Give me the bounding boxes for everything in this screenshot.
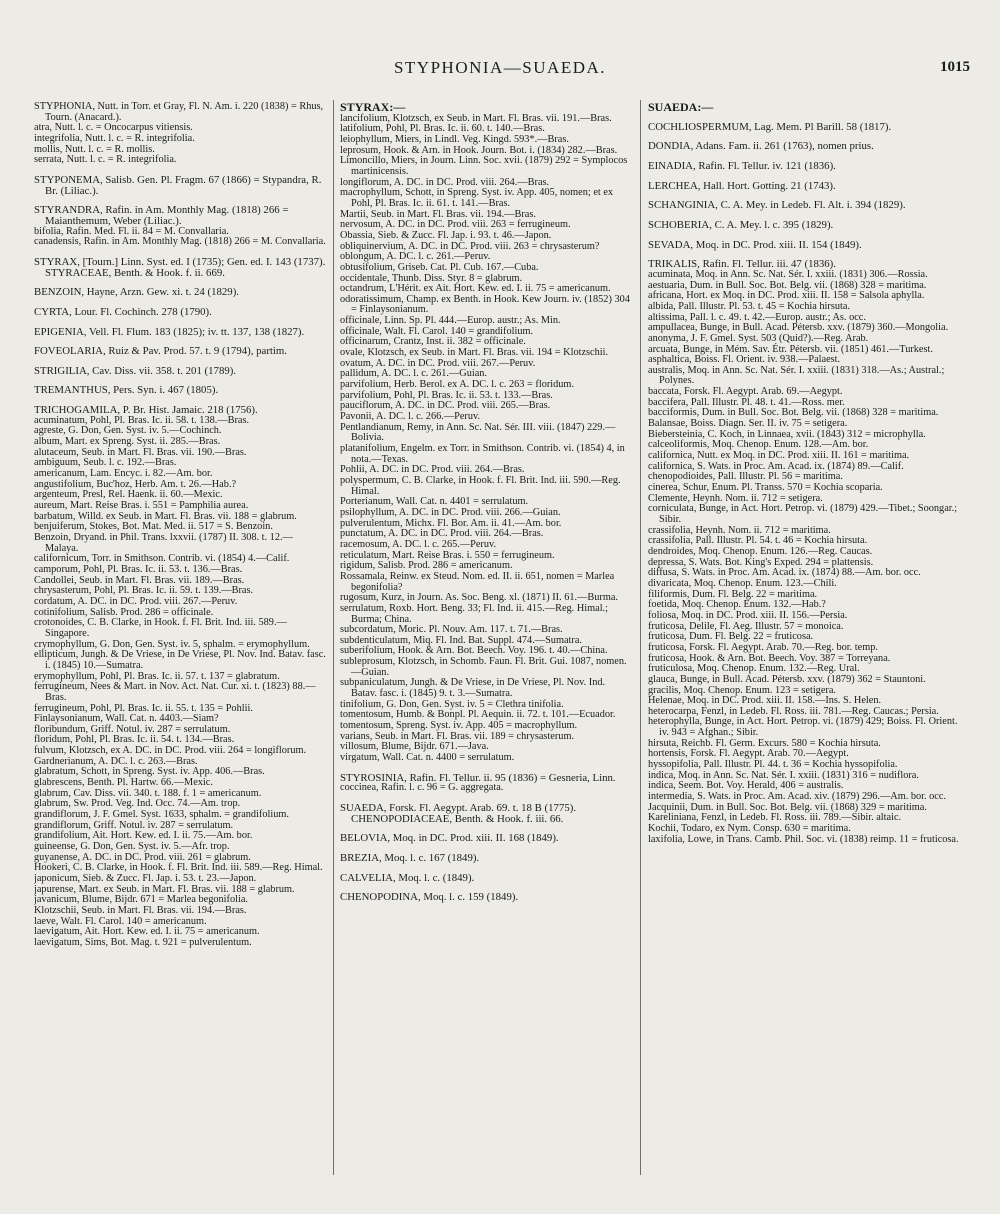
species-entry: hyssopifolia, Pall. Illustr. Pl. 44. t. 36 = Kochia hyssopifolia. [648,759,898,771]
species-entry: depressa, S. Wats. Bot. King's Exped. 294 = plattensis. [648,556,874,568]
species-entry: Kochii, Todaro, ex Nym. Consp. 630 = maritima. [648,823,851,835]
species-entry: serrata, Nutt. l. c. = R. integrifolia. [34,154,177,166]
species-entry: chrysasterum, Pohl, Pl. Bras. Ic. ii. 59. t. 139.—Bras. [34,585,254,597]
genus-entry: STYRAX, [Tourn.] Linn. Syst. ed. I (1735); Gen. ed. I. 143 (1737). STYRACEAE, Benth. & Hook. f. ii. 669. [34,255,326,279]
species-entry: crassifolia, Pall. Illustr. Pl. 54. t. 46 = Kochia hirsuta. [648,535,868,547]
genus-entry: CYRTA, Lour. Fl. Cochinch. 278 (1790). [34,305,212,318]
species-entry: foetida, Moq. Chenop. Enum. 132.—Hab.? [648,599,826,611]
species-entry: bacciformis, Dum. in Bull. Soc. Bot. Belg. vii. (1868) 328 = maritima. [648,407,939,419]
species-entry: polyspermum, C. B. Clarke, in Hook. f. Fl. Brit. Ind. iii. 590.—Reg. Himal. [340,474,621,497]
species-entry: heterophylla, Bunge, in Act. Hort. Petrop. vi. (1879) 429; Boiss. Fl. Orient. iv. 943 = Afghan.; Sibir. [648,716,958,739]
species-entry: Martii, Seub. in Mart. Fl. Bras. vii. 194.—Bras. [340,208,536,220]
genus-entry: CHENOPODINA, Moq. l. c. 159 (1849). [340,891,519,904]
genus-entry: BREZIA, Moq. l. c. 167 (1849). [340,851,480,864]
species-entry: indica, Seem. Bot. Voy. Herald, 406 = australis. [648,780,844,792]
species-entry: subdenticulatum, Miq. Fl. Ind. Bat. Suppl. 474.—Sumatra. [340,634,582,646]
species-entry: crotonoides, C. B. Clarke, in Hook. f. Fl. Brit. Ind. iii. 589.—Singapore. [34,617,287,639]
species-entry: Finlaysonianum, Wall. Cat. n. 4403.—Siam? [34,713,219,725]
species-entry: hirsuta, Reichb. Fl. Germ. Excurs. 580 = Kochia hirsuta. [648,737,881,749]
species-entry: virgatum, Wall. Cat. n. 4400 = serrulatum. [340,752,515,764]
species-entry: Helenae, Moq. in DC. Prod. xiii. II. 158.—Ins. S. Helen. [648,695,882,707]
genus-entry: SCHOBERIA, C. A. Mey. l. c. 395 (1829). [648,218,834,231]
species-entry: diffusa, S. Wats. in Proc. Am. Acad. ix. (1874) 88.—Am. bor. occ. [648,567,921,579]
species-entry: foliosa, Moq. in DC. Prod. xiii. II. 156.—Persia. [648,609,848,621]
species-entry: angustifolium, Buc'hoz, Herb. Am. t. 26.—Hab.? [34,478,237,490]
species-entry: baccata, Forsk. Fl. Aegypt. Arab. 69.—Aegypt. [648,386,843,398]
genus-entry: LERCHEA, Hall. Hort. Gotting. 21 (1743). [648,179,836,192]
species-entry: Pavonii, A. DC. l. c. 266.—Peruv. [340,411,481,423]
species-entry: ferrugineum, Pohl, Pl. Bras. Ic. ii. 55. t. 135 = Pohlii. [34,702,253,714]
column-divider [333,100,334,1175]
species-entry: intermedia, S. Wats. in Proc. Am. Acad. xiv. (1879) 296.—Am. bor. occ. [648,791,947,803]
species-entry: rigidum, Salisb. Prod. 286 = americanum. [340,560,513,572]
species-entry: grandifolium, Ait. Hort. Kew. ed. I. ii. 75.—Am. bor. [34,830,253,842]
species-entry: dendroides, Moq. Chenop. Enum. 126.—Reg. Caucas. [648,545,873,557]
species-entry: cordatum, A. DC. in DC. Prod. viii. 267.—Peruv. [34,595,238,607]
species-entry: guyanense, A. DC. in DC. Prod. viii. 261 = glabrum. [34,851,251,863]
species-entry: officinale, Linn. Sp. Pl. 444.—Europ. austr.; As. Min. [340,315,561,327]
species-entry: tinifolium, G. Don, Gen. Syst. iv. 5 = Clethra tinifolia. [340,698,564,710]
species-entry: occidentale, Thunb. Diss. Styr. 8 = glabrum. [340,272,523,284]
species-entry: obliquinervium, A. DC. in DC. Prod. viii. 263 = chrysasterum? [340,240,600,252]
species-entry: latifolium, Pohl, Pl. Bras. Ic. ii. 60. t. 140.—Bras. [340,123,545,135]
genus-entry: CALVELIA, Moq. l. c. (1849). [340,871,475,884]
species-entry: acuminatum, Pohl, Pl. Bras. Ic. ii. 58. t. 138.—Bras. [34,414,250,426]
species-entry: obtusifolium, Griseb. Cat. Pl. Cub. 167.—Cuba. [340,261,539,273]
species-entry: ellipticum, Jungh. & De Vriese, in De Vriese, Pl. Nov. Ind. Batav. fasc. i. (1845) 10.—Sumatra. [34,649,326,671]
species-entry: fruticosa, Dum. Fl. Belg. 22 = fruticosa. [648,631,814,643]
species-entry: canadensis, Rafin. in Am. Monthly Mag. (1818) 266 = M. Convallaria. [34,236,326,248]
species-entry: benjuiferum, Stokes, Bot. Mat. Med. ii. 517 = S. Benzoin. [34,521,273,533]
species-entry: erymophyllum, Pohl, Pl. Bras. Ic. ii. 57. t. 137 = glabratum. [34,670,280,682]
page-header [30,58,970,88]
species-entry: fruticosa, Forsk. Fl. Aegypt. Arab. 70.—Reg. bor. temp. [648,641,878,653]
genus-entry: STYROSINIA, Rafin. Fl. Tellur. ii. 95 (1836) = Gesneria, Linn. [340,771,616,784]
species-entry: cinerea, Schur, Enum. Pl. Transs. 570 = Kochia scoparia. [648,482,883,494]
species-entry: Jacquinii, Dum. in Bull. Soc. Bot. Belg. vii. (1868) 329 = maritima. [648,801,927,813]
genus-entry: SCHANGINIA, C. A. Mey. in Ledeb. Fl. Alt. i. 394 (1829). [648,199,906,212]
species-entry: fruticosa, Hook. & Arn. Bot. Beech. Voy. 387 = Torreyana. [648,652,891,664]
species-entry: camporum, Pohl, Pl. Bras. Ic. ii. 53. t. 136.—Bras. [34,563,243,575]
species-entry: varians, Seub. in Mart. Fl. Bras. vii. 189 = chrysasterum. [340,730,575,742]
species-entry: barbatum, Willd. ex Seub. in Mart. Fl. Bras. vii. 188 = glabrum. [34,510,297,522]
species-entry: asphaltica, Boiss. Fl. Orient. iv. 938.—Palaest. [648,354,841,366]
species-entry: octandrum, L'Hérit. ex Ait. Hort. Kew. ed. I. ii. 75 = americanum. [340,283,611,295]
species-entry: Clemente, Heynh. Nom. ii. 712 = setigera. [648,492,823,504]
species-entry: javanicum, Blume, Bijdr. 671 = Marlea begonifolia. [34,894,248,906]
species-entry: indica, Moq. in Ann. Sc. Nat. Sér. I. xxiii. (1831) 316 = nudiflora. [648,769,919,781]
species-entry: parvifolium, Herb. Berol. ex A. DC. l. c. 263 = floridum. [340,379,575,391]
column-middle [340,102,630,1192]
species-entry: bifolia, Rafin. Med. Fl. ii. 84 = M. Convallaria. [34,225,229,237]
genus-entry: STYRANDRA, Rafin. in Am. Monthly Mag. (1818) 266 = Maianthemum, Weber (Liliac.). [34,204,289,227]
species-entry: africana, Hort. ex Moq. in DC. Prod. xiii. II. 158 = Salsola aphylla. [648,290,925,302]
species-entry: ambiguum, Seub. l. c. 192.—Bras. [34,457,177,469]
genus-entry: EINADIA, Rafin. Fl. Tellur. iv. 121 (1836). [648,159,836,172]
species-entry: aestuaria, Dum. in Bull. Soc. Bot. Belg. vii. (1868) 328 = maritima. [648,279,927,291]
species-entry: suberifolium, Hook. & Arn. Bot. Beech. Voy. 196. t. 40.—China. [340,645,608,657]
species-entry: Klotzschii, Seub. in Mart. Fl. Bras. vii. 194.—Bras. [34,904,247,916]
species-entry: punctatum, A. DC. in DC. Prod. viii. 264.—Bras. [340,528,544,540]
species-entry: laevigatum, Sims, Bot. Mag. t. 921 = pulverulentum. [34,936,252,948]
genus-entry: SEVADA, Moq. in DC. Prod. xiii. II. 154 (1849). [648,238,862,251]
continued-heading: STYRAX:— [340,102,406,114]
species-entry: guineense, G. Don, Gen. Syst. iv. 5.—Afr. trop. [34,841,230,853]
species-entry: Obassia, Sieb. & Zucc. Fl. Jap. i. 93. t. 46.—Japon. [340,229,552,241]
genus-entry: FOVEOLARIA, Ruiz & Pav. Prod. 57. t. 9 (1794), partim. [34,345,288,358]
species-entry: pauciflorum, A. DC. in DC. Prod. viii. 265.—Bras. [340,400,551,412]
species-entry: racemosum, A. DC. l. c. 265.—Peruv. [340,538,497,550]
genus-entry: EPIGENIA, Vell. Fl. Flum. 183 (1825); iv. tt. 137, 138 (1827). [34,325,305,338]
species-entry: platanifolium, Engelm. ex Torr. in Smithson. Contrib. vi. (1854) 4, in nota.—Texas. [340,443,625,465]
species-entry: fruticosa, Delile, Fl. Aeg. Illustr. 57 = monoica. [648,620,844,632]
species-entry: lancifolium, Klotzsch, ex Seub. in Mart. Fl. Bras. vii. 191.—Bras. [340,112,612,124]
species-entry: fulvum, Klotzsch, ex A. DC. in DC. Prod. viii. 264 = longiflorum. [34,745,307,757]
species-entry: glabrum, Sw. Prod. Veg. Ind. Occ. 74.—Am. trop. [34,798,241,810]
page-number: 1015 [940,59,970,75]
species-entry: macrophyllum, Schott, in Spreng. Syst. iv. App. 405, nomen; et ex Pohl, Pl. Bras. Ic. ii. 61. t. 141.—Bras. [340,187,614,209]
species-entry: Biebersteinia, C. Koch, in Linnaea, xvii. (1843) 312 = microphylla. [648,428,926,440]
species-entry: ovale, Klotzsch, ex Seub. in Mart. Fl. Bras. vii. 194 = Klotzschii. [340,347,609,359]
species-entry: japurense, Mart. ex Seub. in Mart. Fl. Bras. vii. 188 = glabrum. [34,883,295,895]
species-entry: californicum, Torr. in Smithson. Contrib. vi. (1854) 4.—Calif. [34,553,290,565]
genus-entry: TRIKALIS, Rafin. Fl. Tellur. iii. 47 (1836). [648,258,836,271]
species-entry: floridum, Pohl, Pl. Bras. Ic. ii. 54. t. 134.—Bras. [34,734,235,746]
species-entry: parvifolium, Pohl, Pl. Bras. Ic. ii. 53. t. 133.—Bras. [340,389,553,401]
species-entry: floribundum, Griff. Notul. iv. 287 = serrulatum. [34,723,231,735]
species-entry: mollis, Nutt. l. c. = R. mollis. [34,143,155,155]
species-entry: psilophyllum, A. DC. in DC. Prod. viii. 266.—Guian. [340,506,561,518]
species-entry: nervosum, A. DC. in DC. Prod. viii. 263 = ferrugineum. [340,219,571,231]
species-entry: Kareliniana, Fenzl, in Ledeb. Fl. Ross. iii. 789.—Sibir. altaic. [648,812,902,824]
species-entry: grandiflorum, J. F. Gmel. Syst. 1633, sphalm. = grandifolium. [34,809,289,821]
species-entry: arcuata, Bunge, in Mém. Sav. Étr. Pétersb. vii. (1851) 461.—Turkest. [648,343,933,355]
species-entry: rugosum, Kurz, in Journ. As. Soc. Beng. xl. (1871) II. 61.—Burma. [340,592,618,604]
species-entry: cotinifolium, Salisb. Prod. 286 = officinale. [34,606,214,618]
species-entry: crymophyllum, G. Don, Gen. Syst. iv. 5, sphalm. = erymophyllum. [34,638,310,650]
species-entry: baccifera, Pall. Illustr. Pl. 48. t. 41.—Ross. mer. [648,396,845,408]
species-entry: Gardnerianum, A. DC. l. c. 263.—Bras. [34,755,198,767]
species-entry: laevigatum, Ait. Hort. Kew. ed. I. ii. 75 = americanum. [34,926,260,938]
species-entry: pulverulentum, Michx. Fl. Bor. Am. ii. 41.—Am. bor. [340,517,562,529]
column-divider [640,100,641,1175]
species-entry: reticulatum, Mart. Reise Bras. i. 550 = ferrugineum. [340,549,555,561]
species-entry: crassifolia, Heynh. Nom. ii. 712 = maritima. [648,524,831,536]
species-entry: oblongum, A. DC. l. c. 261.—Peruv. [340,251,491,263]
genus-entry: TRICHOGAMILA, P. Br. Hist. Jamaic. 218 (1756). [34,404,258,417]
species-entry: leprosum, Hook. & Arn. in Hook. Journ. Bot. i. (1834) 282.—Bras. [340,144,618,156]
genus-entry: COCHLIOSPERMUM, Lag. Mem. Pl Barill. 58 (1817). [648,120,892,133]
species-entry: officinale, Walt. Fl. Carol. 140 = grandifolium. [340,325,534,337]
genus-entry: SUAEDA, Forsk. Fl. Aegypt. Arab. 69. t. 18 B (1775). CHENOPODIACEAE, Benth. & Hook. f. iii. 66. [340,802,577,825]
species-entry: glauca, Bunge, in Bull. Acad. Pétersb. xxv. (1879) 362 = Stauntoni. [648,673,926,685]
species-entry: heterocarpa, Fenzl, in Ledeb. Fl. Ross. iii. 781.—Reg. Caucas.; Persia. [648,705,939,717]
species-entry: leiophyllum, Miers, in Lindl. Veg. Kingd. 593*.—Bras. [340,133,569,145]
running-title: STYPHONIA—SUAEDA. [393,58,607,77]
species-entry: californica, Nutt. ex Moq. in DC. Prod. xiii. II. 161 = maritima. [648,450,910,462]
species-entry: laeve, Walt. Fl. Carol. 140 = americanum. [34,915,207,927]
species-entry: albida, Pall. Illustr. Pl. 53. t. 45 = Kochia hirsuta. [648,300,851,312]
genus-entry: BENZOIN, Hayne, Arzn. Gew. xi. t. 24 (1829). [34,286,239,299]
species-entry: filiformis, Dum. Fl. Belg. 22 = maritima. [648,588,818,600]
species-entry: ampullacea, Bunge, in Bull. Acad. Pétersb. xxv. (1879) 360.—Mongolia. [648,322,949,334]
species-entry: villosum, Blume, Bijdr. 671.—Java. [340,741,489,753]
species-entry: ovatum, A. DC. in DC. Prod. viii. 267.—Peruv. [340,357,536,369]
species-entry: altissima, Pall. l. c. 49. t. 42.—Europ. austr.; As. occ. [648,311,866,323]
species-entry: ferrugineum, Nees & Mart. in Nov. Act. Nat. Cur. xi. t. (1823) 88.—Bras. [34,681,316,703]
species-entry: glabrescens, Benth. Pl. Hartw. 66.—Mexic. [34,777,213,789]
species-entry: acuminata, Moq. in Ann. Sc. Nat. Sér. I. xxiii. (1831) 306.—Rossia. [648,268,928,280]
species-entry: integrifolia, Nutt. l. c. = R. integrifolia. [34,132,195,144]
species-entry: gracilis, Moq. Chenop. Enum. 123 = setigera. [648,684,836,696]
species-entry: Balansae, Boiss. Diagn. Ser. II. iv. 75 = setigera. [648,418,848,430]
genus-entry: DONDIA, Adans. Fam. ii. 261 (1763), nomen prius. [648,140,874,153]
species-entry: hortensis, Forsk. Fl. Aegypt. Arab. 70.—Aegypt. [648,748,849,760]
species-entry: Rossamala, Reinw. ex Steud. Nom. ed. II. ii. 651, nomen = Marlea begonifolia? [340,570,615,593]
continued-heading: SUAEDA:— [648,102,714,114]
species-entry: calceoliformis, Moq. Chenop. Enum. 128.—Am. bor. [648,439,869,451]
species-entry: aureum, Mart. Reise Bras. i. 551 = Pamphilia aurea. [34,500,249,512]
species-entry: Pentlandianum, Remy, in Ann. Sc. Nat. Sér. III. viii. (1847) 229.—Bolivia. [340,421,616,444]
species-entry: grandiflorum, Griff. Notul. iv. 287 = serrulatum. [34,819,234,831]
species-entry: subpaniculatum, Jungh. & De Vriese, in De Vriese, Pl. Nov. Ind. Batav. fasc. i. (1845) 9. t. 3.—Sumatra. [340,677,606,700]
species-entry: subleprosum, Klotzsch, in Schomb. Faun. Fl. Brit. Gui. 1087, nomen.—Guian. [340,656,627,678]
column-left [34,102,326,1192]
species-entry: officinarum, Crantz, Inst. ii. 382 = officinale. [340,336,526,348]
species-entry: serrulatum, Roxb. Hort. Beng. 33; Fl. Ind. ii. 415.—Reg. Himal.; Burma; China. [340,602,608,625]
species-entry: Pohlii, A. DC. in DC. Prod. viii. 264.—Bras. [340,464,525,476]
species-entry: corniculata, Bunge, in Act. Hort. Petrop. vi. (1879) 429.—Tibet.; Soongar.; Sibir. [648,503,958,525]
species-entry: laxifolia, Lowe, in Trans. Camb. Phil. Soc. vi. (1838) reimp. 11 = fruticosa. [648,833,959,845]
genus-entry: STRIGILIA, Cav. Diss. vii. 358. t. 201 (1789). [34,364,237,377]
species-entry: anonyma, J. F. Gmel. Syst. 503 (Quid?).—Reg. Arab. [648,332,869,344]
species-entry: australis, Moq. in Ann. Sc. Nat. Sér. I. xxiii. (1831) 318.—As.; Austral.; Polynes. [648,364,945,387]
genus-entry: TREMANTHUS, Pers. Syn. i. 467 (1805). [34,384,219,397]
species-entry: Limoncillo, Miers, in Journ. Linn. Soc. xvii. (1879) 292 = Symplocos martinicensis. [340,155,628,177]
species-entry: atra, Nutt. l. c. = Oncocarpus vitiensis. [34,122,193,134]
species-entry: agreste, G. Don, Gen. Syst. iv. 5.—Cochinch. [34,425,222,437]
species-entry: Candollei, Seub. in Mart. Fl. Bras. vii. 189.—Bras. [34,574,245,586]
species-entry: pallidum, A. DC. l. c. 261.—Guian. [340,368,488,380]
species-entry: subcordatum, Moric. Pl. Nouv. Am. 117. t. 71.—Bras. [340,624,563,636]
species-entry: tomentosum, Spreng. Syst. iv. App. 405 = macrophyllum. [340,720,578,732]
species-entry: alutaceum, Seub. in Mart. Fl. Bras. vii. 190.—Bras. [34,446,247,458]
species-entry: longiflorum, A. DC. in DC. Prod. viii. 264.—Bras. [340,176,550,188]
species-entry: odoratissimum, Champ. ex Benth. in Hook. Kew Journ. iv. (1852) 304 = Finlaysonianum. [340,293,630,316]
species-entry: glabrum, Cav. Diss. vii. 340. t. 188. f. 1 = americanum. [34,787,262,799]
species-entry: Hookeri, C. B. Clarke, in Hook. f. Fl. Brit. Ind. iii. 589.—Reg. Himal. [34,862,323,874]
species-entry: album, Mart. ex Spreng. Syst. ii. 285.—Bras. [34,436,221,448]
genus-entry: STYPONEMA, Salisb. Gen. Pl. Fragm. 67 (1866) = Stypandra, R. Br. (Liliac.). [34,173,322,197]
species-entry: argenteum, Presl, Rel. Haenk. ii. 60.—Mexic. [34,489,223,501]
species-entry: STYPHONIA, Nutt. in Torr. et Gray, Fl. N. Am. i. 220 (1838) = Rhus, Tourn. (Anacard.). [34,102,324,123]
species-entry: fruticulosa, Moq. Chenop. Enum. 132.—Reg. Ural. [648,663,860,675]
species-entry: chenopodioides, Pall. Illustr. Pl. 56 = maritima. [648,471,843,483]
species-entry: divaricata, Moq. Chenop. Enum. 123.—Chili. [648,577,837,589]
species-entry: glabratum, Schott, in Spreng. Syst. iv. App. 406.—Bras. [34,766,265,778]
species-entry: coccinea, Rafin. l. c. 96 = G. aggregata. [340,782,504,794]
species-entry: californica, S. Wats. in Proc. Am. Acad. ix. (1874) 89.—Calif. [648,460,904,472]
genus-entry: BELOVIA, Moq. in DC. Prod. xiii. II. 168 (1849). [340,832,559,845]
species-entry: Porterianum, Wall. Cat. n. 4401 = serrulatum. [340,496,529,508]
species-entry: tomentosum, Humb. & Bonpl. Pl. Aequin. ii. 72. t. 101.—Ecuador. [340,709,616,721]
species-entry: Benzoin, Dryand. in Phil. Trans. lxxvii. (1787) II. 308. t. 12.—Malaya. [34,532,293,554]
species-entry: americanum, Lam. Encyc. i. 82.—Am. bor. [34,468,213,480]
column-right [648,102,964,1192]
species-entry: japonicum, Sieb. & Zucc. Fl. Jap. i. 53. t. 23.—Japon. [34,873,257,884]
